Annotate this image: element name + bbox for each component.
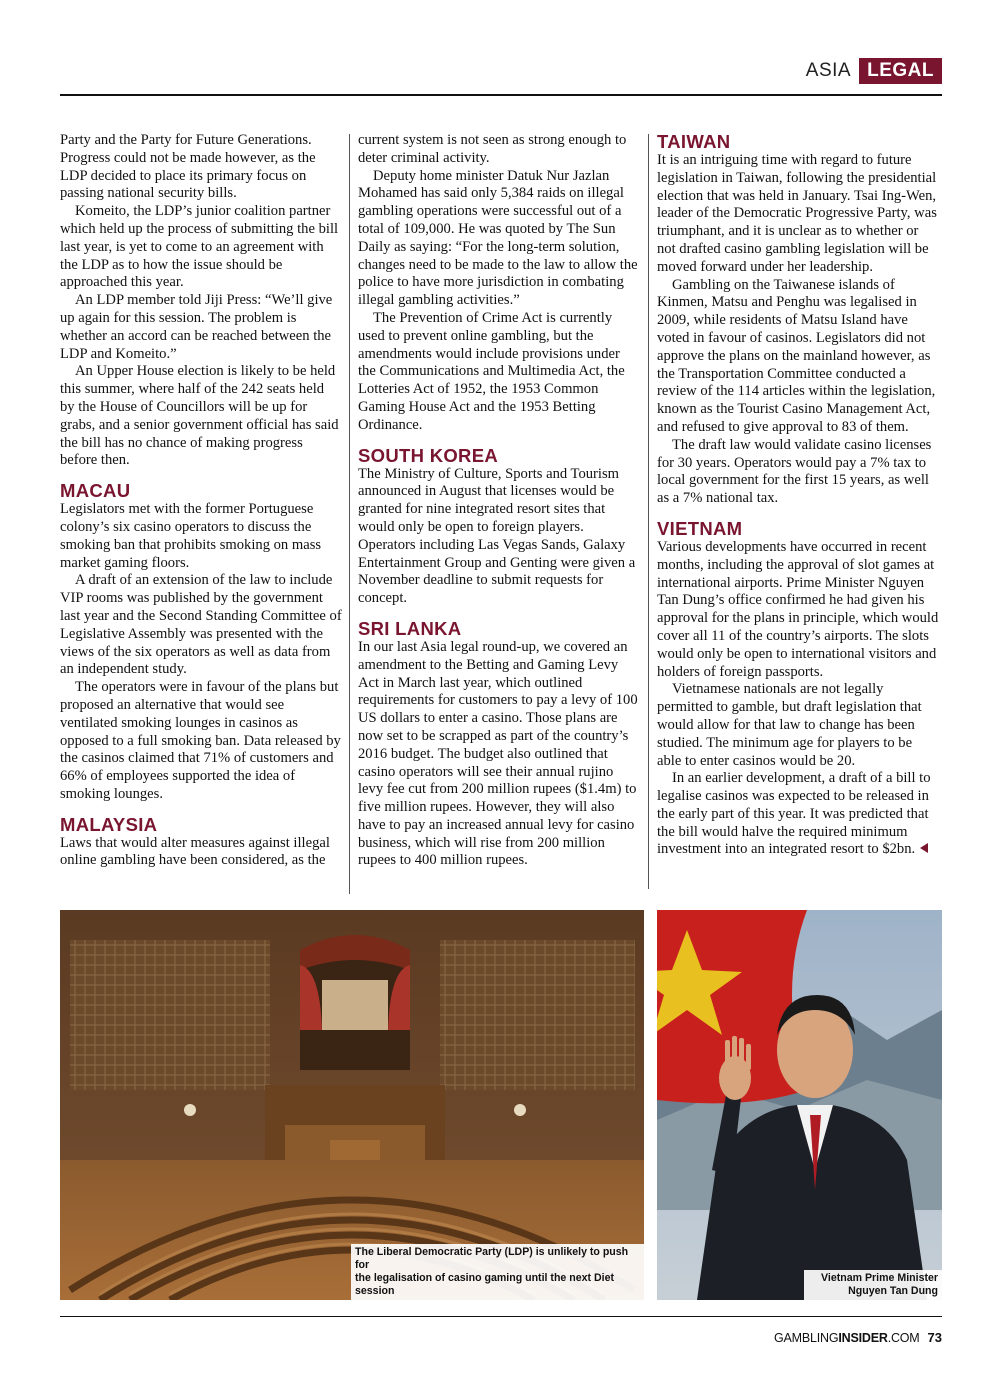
caption-line: the legalisation of casino gaming until the next Diet session (355, 1272, 614, 1297)
photo-caption-left (351, 1244, 644, 1300)
paragraph (657, 770, 939, 859)
article-column-1 (60, 132, 342, 870)
paragraph: The draft law would validate casino licenses for 30 years. Operators would pay a 7% tax to local government for the first 15 years, as well as a 7% national tax. (657, 436, 932, 507)
photo-prime-minister (657, 910, 942, 1300)
paragraph: Legislators met with the former Portuguese colony’s six casino operators to discuss the smoking ban that prohibits smoking on mass market gaming floors. (60, 501, 322, 571)
paragraph: The Ministry of Culture, Sports and Tourism announced in August that licenses would be granted for nine integrated resort sites that would only be open to foreign players. Operators including Las Vegas Sands, Galaxy Entertainment Group and Genting were given a November deadline to submit requests for concept. (358, 465, 636, 607)
header-rule (60, 94, 942, 96)
photo-parliament-chamber (60, 910, 644, 1300)
brand-bold: INSIDER (838, 1331, 888, 1345)
heading-taiwan: TAIWAN (657, 131, 731, 152)
paragraph: The operators were in favour of the plans but proposed an alternative that would see ventilated smoking lounges in casinos as opposed to a full smoking ban. Data released by the casinos claimed that 71% of customers and 66% of employees supported the idea of smoking lounges. (60, 679, 341, 802)
paragraph: An Upper House election is likely to be held this summer, where half of the 242 seats held by the House of Councillors will be up for grabs, and a senior government official has said the bill has no chance of making progress before then. (60, 363, 339, 469)
page-number: 73 (927, 1330, 942, 1345)
heading-vietnam: VIETNAM (657, 517, 743, 539)
paragraph: In our last Asia legal round-up, we covered an amendment to the Betting and Gaming Levy Act in March last year, which outlined requirements for customers to pay a levy of 100 US dollars to enter a casino. Those plans are now set to be scrapped as part of the country’s 2016 budget. The budget also outlined that casino operators will see their annual rujino levy fee cut from 200 million rupees ($1.4m) to five million rupees. However, they will also have to pay an increased annual levy for casino business, which will rise from 200 million rupees to 400 million rupees. (358, 638, 638, 869)
heading-sri-lanka: SRI LANKA (358, 617, 462, 639)
brand-suffix: .COM (887, 1331, 920, 1345)
paragraph: Vietnamese nationals are not legally permitted to gamble, but draft legislation that would allow for that law to change has been studied. The minimum age for players to be able to enter casinos would be 20. (657, 681, 922, 769)
paragraph: It is an intriguing time with regard to future legislation in Taiwan, following the presidential election that was held in January. Tsai Ing-Wen, leader of the Democratic Progressive Party, was triumphant, and it is unclear as to whether or not drafted casino gambling legislation will be moved forward under her leadership. (657, 152, 937, 275)
heading-malaysia: MALAYSIA (60, 813, 158, 835)
publication-brand (774, 1331, 920, 1345)
paragraph: Party and the Party for Future Generations. Progress could not be made however, as the LDP decided to place its primary focus on passing national security bills. (60, 132, 316, 202)
paragraph: Komeito, the LDP’s junior coalition partner which held up the process of submitting the bill last year, is yet to come to an agreement with the LDP as to how the issue should be approached this year. (60, 203, 339, 291)
paragraph: Deputy home minister Datuk Nur Jazlan Mohamed has said only 5,384 raids on illegal gambling operations were successful out of a total of 109,000. He was quoted by The Sun Daily as saying: “For the long-term solution, changes need to be made to the law to allow the police to have more jurisdiction in combating illegal gambling activities.” (358, 167, 638, 309)
footer-rule (60, 1316, 942, 1317)
page-footer (774, 1330, 942, 1345)
end-of-article-icon (920, 843, 928, 853)
caption-line: Nguyen Tan Dung (848, 1285, 938, 1297)
column-divider (349, 134, 350, 894)
paragraph: A draft of an extension of the law to include VIP rooms was published by the government last year and the Second Standing Committee of Legislative Assembly was presented with the views of the six operators as well as data from an independent study. (60, 572, 342, 678)
paragraph: Gambling on the Taiwanese islands of Kinmen, Matsu and Penghu was legalised in 2009, while residents of Matsu Island have voted in favour of casinos. Legislators did not approve the plans on the mainland however, as the Transportation Committee conducted a review of the 114 articles within the legislation, known as the Tourist Casino Management Act, and refused to give approval to 83 of them. (657, 276, 936, 435)
paragraph-text: In an earlier development, a draft of a bill to legalise casinos was expected to be released in the early part of this year. It was predicted that the bill would halve the required minimum investment into an integrated resort to $2bn. (657, 770, 931, 858)
heading-macau: MACAU (60, 480, 131, 502)
paragraph: current system is not seen as strong enough to deter criminal activity. (358, 132, 627, 166)
heading-south-korea: SOUTH KOREA (358, 444, 498, 466)
photo-caption-right (804, 1270, 942, 1300)
caption-line: The Liberal Democratic Party (LDP) is unlikely to push for (355, 1246, 629, 1271)
section-header (806, 56, 942, 86)
column-divider (648, 134, 649, 889)
chamber-illustration (60, 910, 644, 1300)
section-label: ASIA (805, 60, 852, 81)
portrait-illustration (657, 910, 942, 1300)
brand-light: GAMBLING (773, 1331, 839, 1345)
paragraph: The Prevention of Crime Act is currently used to prevent online gambling, but the amendments would include provisions under the Communications and Multimedia Act, the Lotteries Act of 1952, the 1953 Common Gaming House Act and the 1953 Betting Ordinance. (358, 309, 625, 433)
caption-line: Vietnam Prime Minister (821, 1272, 938, 1284)
article-column-2 (358, 132, 640, 870)
section-tag: LEGAL (859, 58, 942, 84)
paragraph: Laws that would alter measures against illegal online gambling have been considered, as the (60, 834, 330, 869)
paragraph: An LDP member told Jiji Press: “We’ll give up again for this session. The problem is whether an accord can be reached between the LDP and Komeito.” (60, 292, 333, 362)
article-column-3 (657, 132, 939, 859)
paragraph: Various developments have occurred in recent months, including the approval of slot games at international airports. Prime Minister Nguyen Tan Dung’s office confirmed he had given his approval for the plans in principle, which would cover all 11 of the country’s airports. The slots would only be open to international visitors and holders of foreign passports. (657, 538, 939, 680)
